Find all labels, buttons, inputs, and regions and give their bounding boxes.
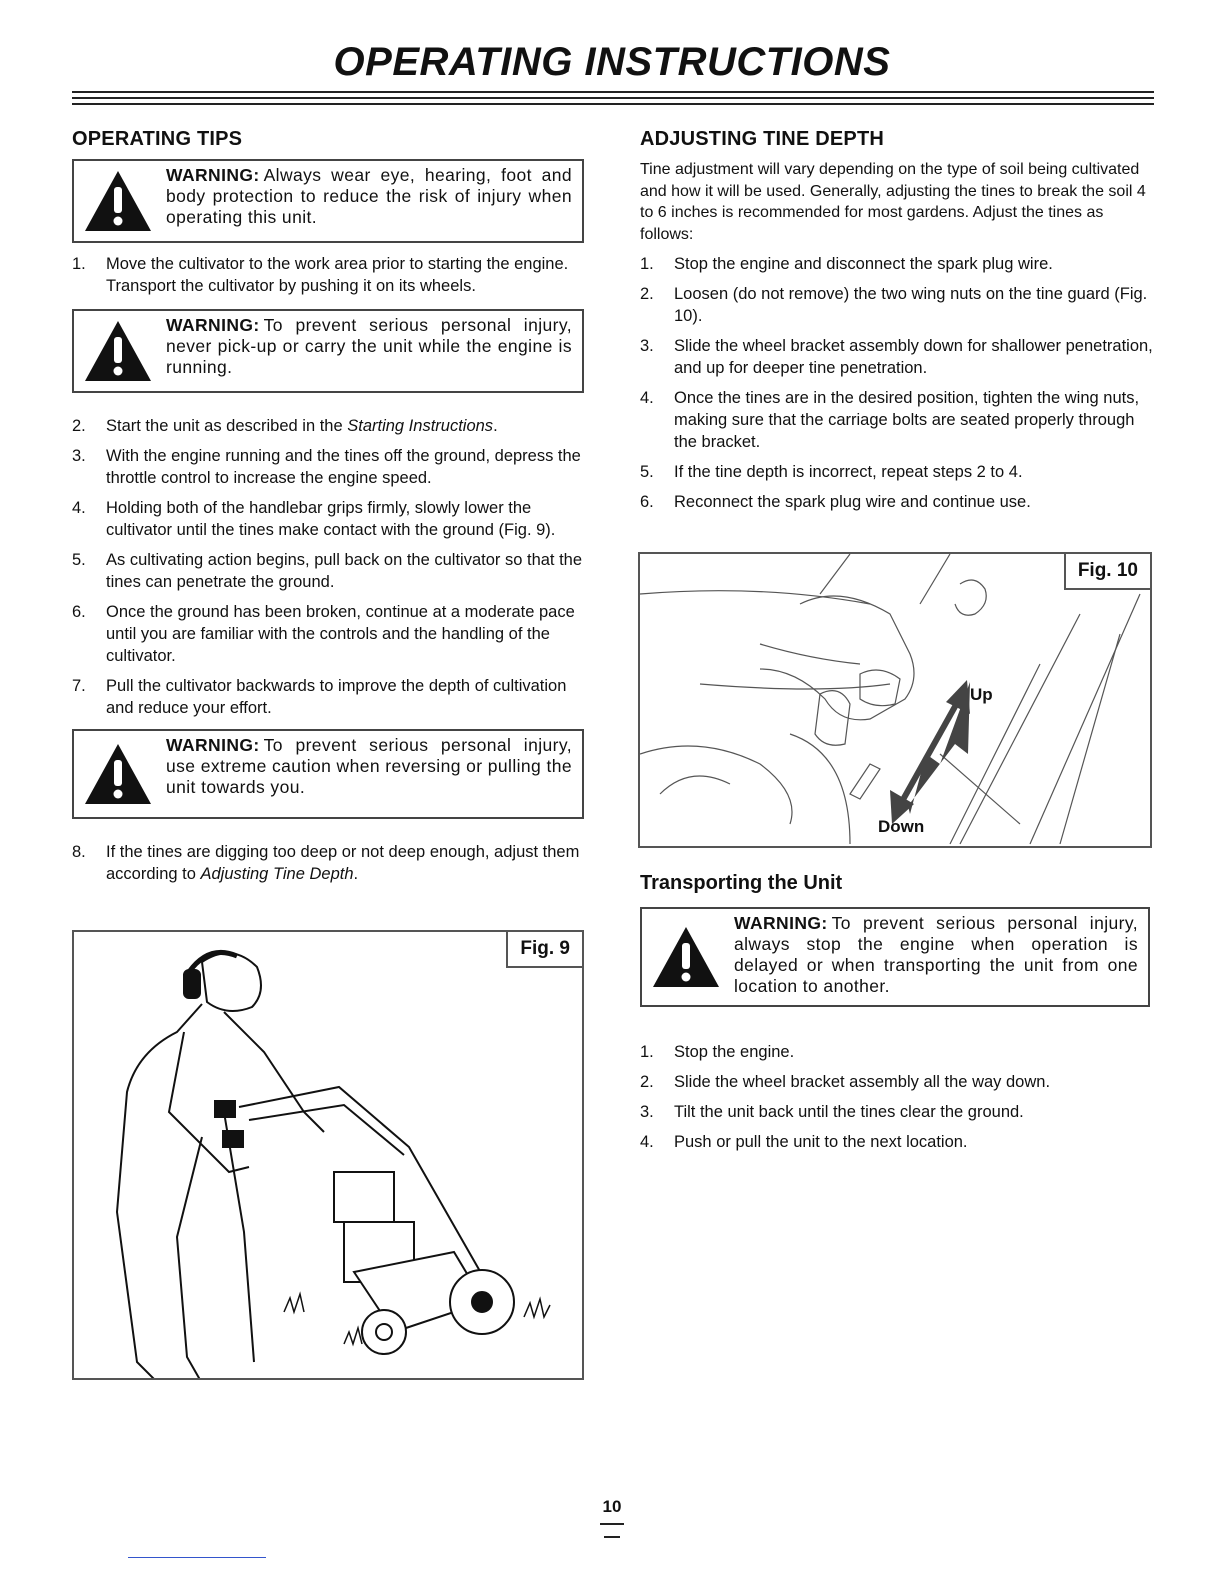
list-item (640, 283, 1154, 327)
list-item (640, 253, 1154, 275)
figure-10-label: Fig. 10 (1064, 554, 1150, 590)
step-number: 5. (640, 463, 654, 481)
warning-text (162, 161, 582, 241)
list-item (640, 335, 1154, 379)
step-text: If the tines are digging too deep or not deep enough, adjust them according to (106, 843, 580, 883)
step-text: Reconnect the spark plug wire and continue use. (674, 493, 1031, 511)
warning-label: WARNING: (734, 913, 828, 933)
adjusting-tine-depth-heading: ADJUSTING TINE DEPTH (640, 128, 885, 150)
list-item (640, 1131, 1150, 1153)
section-reference: Starting Instructions (347, 417, 494, 435)
step-text: Once the ground has been broken, continue at a moderate pace until you are familiar with the controls and the handling of the cultivator. (106, 603, 575, 665)
warning-box (72, 309, 584, 393)
step-number: 3. (640, 337, 654, 355)
warning-triangle-icon (74, 731, 162, 817)
operating-tips-column (72, 128, 584, 893)
section-reference: Adjusting Tine Depth (200, 865, 354, 883)
figure-9-cultivator-operation (72, 930, 584, 1380)
warning-label: WARNING: (166, 735, 260, 755)
operating-steps-list (72, 415, 584, 719)
operating-steps-list (72, 253, 584, 297)
warning-triangle-icon (74, 311, 162, 391)
list-item (72, 675, 584, 719)
warning-text (162, 731, 582, 817)
step-text: Stop the engine. (674, 1043, 795, 1061)
list-item (640, 1101, 1150, 1123)
page-number-rule (600, 1523, 624, 1525)
header-rule-middle (72, 97, 1154, 99)
step-number: 1. (72, 255, 86, 273)
warning-message: To prevent serious personal injury, always stop the engine when operation is delayed or when transporting the unit from one location to another. (734, 913, 1138, 996)
page-title: OPERATING INSTRUCTIONS (333, 40, 891, 84)
step-text: Slide the wheel bracket assembly all the way down. (674, 1073, 1051, 1091)
step-number: 3. (72, 447, 86, 465)
step-text: Push or pull the unit to the next location. (674, 1133, 968, 1151)
step-number: 2. (640, 1073, 654, 1091)
step-text: With the engine running and the tines off the ground, depress the throttle control to increase the engine speed. (106, 447, 581, 487)
step-number: 6. (640, 493, 654, 511)
footer-link-underline (128, 1557, 266, 1558)
figure-9-label: Fig. 9 (506, 932, 582, 968)
list-item (72, 841, 584, 885)
transporting-section (640, 872, 1150, 1161)
figure-10-tine-depth-adjustment (638, 552, 1152, 848)
list-item (72, 549, 584, 593)
operating-tips-heading: OPERATING TIPS (72, 128, 243, 150)
step-text: Pull the cultivator backwards to improve the depth of cultivation and reduce your effort. (106, 677, 567, 717)
step-text: If the tine depth is incorrect, repeat steps 2 to 4. (674, 463, 1023, 481)
step-text: Move the cultivator to the work area prior to starting the engine. Transport the cultivator by pushing it on its wheels. (106, 255, 569, 295)
page-number-rule (604, 1536, 620, 1538)
list-item (640, 1041, 1150, 1063)
list-item (72, 415, 584, 437)
header-rule-top (72, 91, 1154, 93)
warning-box (640, 907, 1150, 1007)
step-text: Tilt the unit back until the tines clear the ground. (674, 1103, 1024, 1121)
list-item (72, 497, 584, 541)
step-text: As cultivating action begins, pull back on the cultivator so that the tines can penetrate the ground. (106, 551, 583, 591)
step-number: 4. (640, 389, 654, 407)
step-text-end: . (493, 417, 498, 435)
warning-message: To prevent serious personal injury, use extreme caution when reversing or pulling the unit towards you. (166, 735, 572, 797)
warning-box (72, 159, 584, 243)
step-number: 8. (72, 843, 86, 861)
step-number: 5. (72, 551, 86, 569)
list-item (640, 387, 1154, 453)
step-number: 4. (640, 1133, 654, 1151)
warning-triangle-icon (642, 909, 730, 1005)
step-text: Once the tines are in the desired position, tighten the wing nuts, making sure that the carriage bolts are seated properly through the bracket. (674, 389, 1140, 451)
list-item (72, 601, 584, 667)
list-item (72, 253, 584, 297)
operating-steps-list (72, 841, 584, 885)
down-label: Down (878, 817, 925, 836)
warning-text (730, 909, 1148, 1005)
step-number: 6. (72, 603, 86, 621)
page-number: 10 (602, 1497, 622, 1516)
header-rule-bottom (72, 103, 1154, 105)
warning-label: WARNING: (166, 315, 260, 335)
step-number: 3. (640, 1103, 654, 1121)
step-text: Holding both of the handlebar grips firmly, slowly lower the cultivator until the tines make contact with the ground (Fig. 9). (106, 499, 556, 539)
wheel-bracket-illustration (640, 554, 1150, 846)
warning-triangle-icon (74, 161, 162, 241)
transporting-heading: Transporting the Unit (640, 872, 843, 894)
step-number: 7. (72, 677, 86, 695)
step-text-end: . (353, 865, 359, 883)
warning-box (72, 729, 584, 819)
list-item (640, 1071, 1150, 1093)
step-text: Loosen (do not remove) the two wing nuts on the tine guard (Fig. 10). (674, 285, 1148, 325)
step-number: 1. (640, 255, 654, 273)
step-text: Start the unit as described in the (106, 417, 348, 435)
step-number: 1. (640, 1043, 654, 1061)
cultivator-operator-illustration (74, 932, 582, 1378)
tine-depth-intro: Tine adjustment will vary depending on the type of soil being cultivated and how it will be used. Generally, adjusting the tines to break the soil 4 to 6 inches is recommended for most gardens. Adjust the tines as follows: (640, 161, 1146, 243)
list-item (640, 461, 1154, 483)
step-text: Slide the wheel bracket assembly down for shallower penetration, and up for deeper tine penetration. (674, 337, 1153, 377)
step-text: Stop the engine and disconnect the spark plug wire. (674, 255, 1053, 273)
step-number: 2. (640, 285, 654, 303)
list-item (640, 491, 1154, 513)
list-item (72, 445, 584, 489)
step-number: 4. (72, 499, 86, 517)
warning-text (162, 311, 582, 391)
warning-message: Always wear eye, hearing, foot and body protection to reduce the risk of injury when operating this unit. (166, 165, 572, 227)
warning-label: WARNING: (166, 165, 260, 185)
tine-depth-steps-list (640, 253, 1154, 513)
up-label: Up (970, 685, 993, 704)
step-number: 2. (72, 417, 86, 435)
transporting-steps-list (640, 1041, 1150, 1153)
warning-message: To prevent serious personal injury, never pick-up or carry the unit while the engine is running. (166, 315, 572, 377)
adjusting-tine-depth-column (640, 128, 1154, 521)
